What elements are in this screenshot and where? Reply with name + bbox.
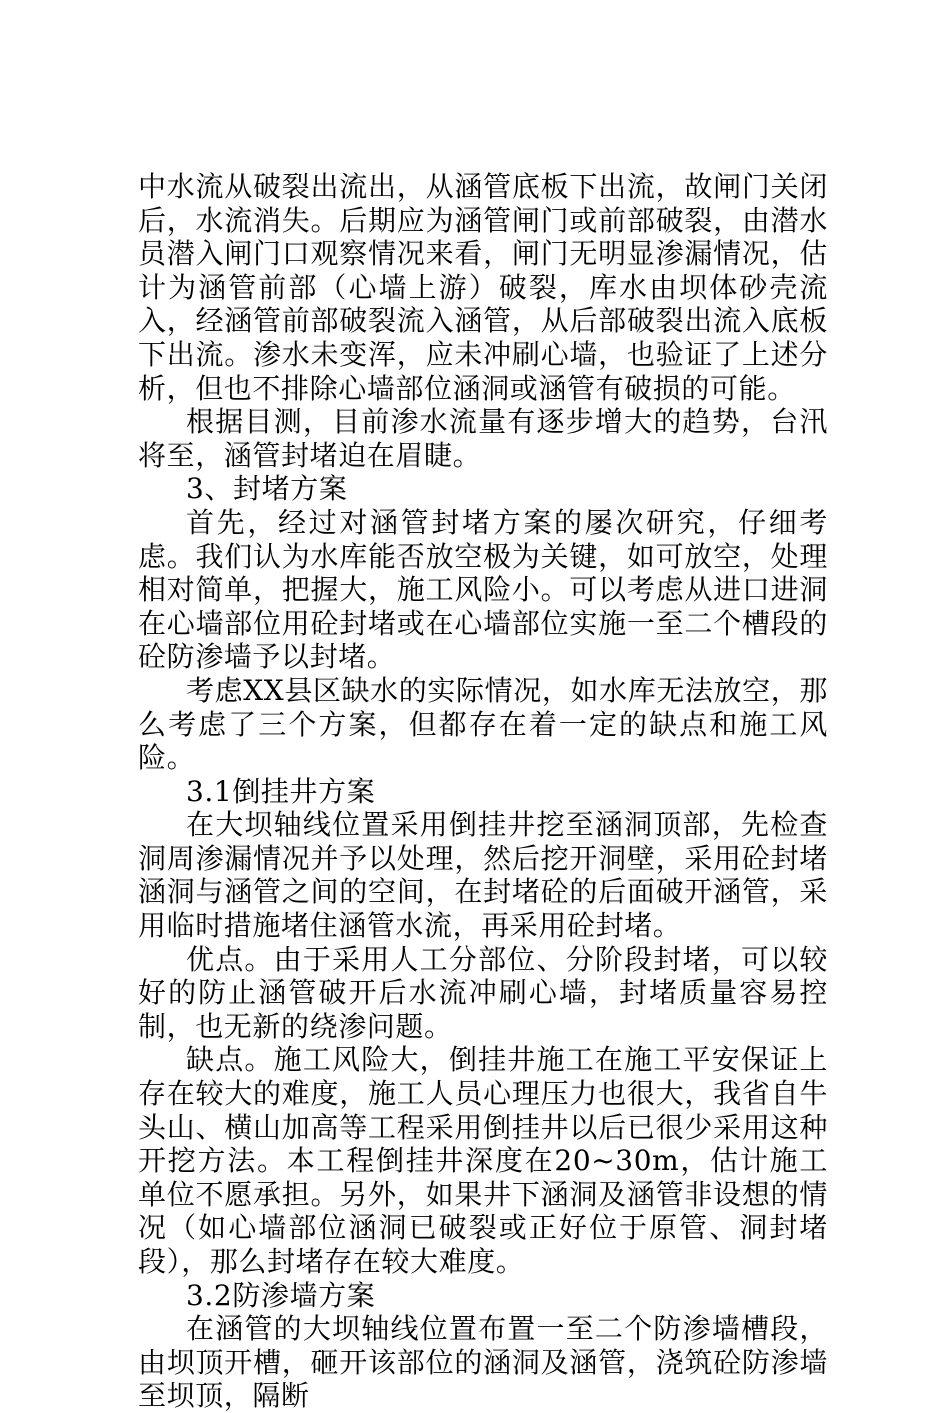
paragraph-inverted-shaft-advantages: 优点。由于采用人工分部位、分阶段封堵，可以较好的防止涵管破开后水流冲刷心墙，封堵质量容易控制，也无新的绕渗问题。 (138, 942, 828, 1043)
paragraph-inverted-shaft-method: 在大坝轴线位置采用倒挂井挖至涵洞顶部，先检查洞周渗漏情况并予以处理，然后挖开洞壁，采用砼封堵涵洞与涵管之间的空间，在封堵砼的后面破开涵管，采用临时措施堵住涵管水流，再采用砼封堵。 (138, 808, 828, 943)
document-body (138, 170, 828, 1413)
paragraph-cutoff-wall-method: 在涵管的大坝轴线位置布置一至二个防渗墙槽段，由坝顶开槽，砸开该部位的涵洞及涵管，浇筑砼防渗墙至坝顶，隔断 (138, 1312, 828, 1413)
paragraph-cause-analysis: 中水流从破裂出流出，从涵管底板下出流，故闸门关闭后，水流消失。后期应为涵管闸门或前部破裂，由潜水员潜入闸门口观察情况来看，闸门无明显渗漏情况，估计为涵管前部（心墙上游）破裂，库水由坝体砂壳流入，经涵管前部破裂流入涵管，从后部破裂出流入底板下出流。渗水未变浑，应未冲刷心墙，也验证了上述分析，但也不排除心墙部位涵洞或涵管有破损的可能。 (138, 170, 828, 405)
paragraph-inverted-shaft-disadvantages: 缺点。施工风险大，倒挂井施工在施工平安保证上存在较大的难度，施工人员心理压力也很大，我省自牛头山、横山加高等工程采用倒挂井以后已很少采用这种开挖方法。本工程倒挂井深度在20~30m，估计施工单位不愿承担。另外，如果井下涵洞及涵管非设想的情况（如心墙部位涵洞已破裂或正好位于原管、洞封堵段），那么封堵存在较大难度。 (138, 1043, 828, 1278)
section-heading-cutoff-wall: 3.2防渗墙方案 (186, 1278, 376, 1312)
section-heading-plugging-plan: 3、封堵方案 (186, 472, 348, 506)
paragraph-plan-overview: 首先，经过对涵管封堵方案的屡次研究，仔细考虑。我们认为水库能否放空极为关键，如可放空，处理相对简单，把握大，施工风险小。可以考虑从进口进洞在心墙部位用砼封堵或在心墙部位实施一至二个槽段的砼防渗墙予以封堵。 (138, 505, 828, 674)
paragraph-seepage-trend: 根据目测，目前渗水流量有逐步增大的趋势，台汛将至，涵管封堵迫在眉睫。 (138, 405, 828, 472)
section-heading-inverted-shaft: 3.1倒挂井方案 (186, 774, 376, 808)
paragraph-three-options: 考虑XX县区缺水的实际情况，如水库无法放空，那么考虑了三个方案，但都存在着一定的缺点和施工风险。 (138, 673, 828, 775)
